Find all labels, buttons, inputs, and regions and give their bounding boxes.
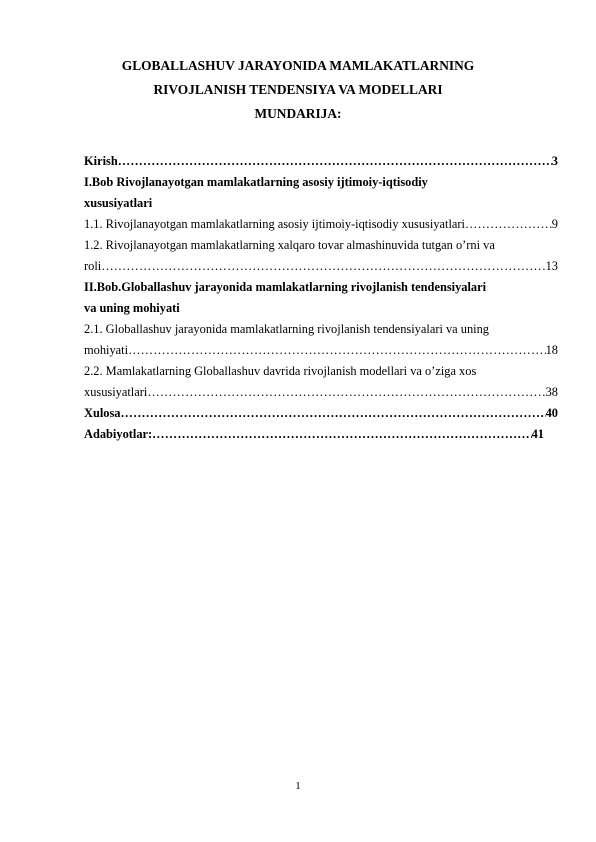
toc-leader-dots: [118, 151, 552, 172]
toc-leader-dots: [152, 424, 531, 445]
toc-page-number: 38: [545, 385, 558, 399]
toc-entry-xulosa: [84, 403, 558, 424]
toc-entry-text: roli: [84, 259, 102, 273]
toc-entry-text: Xulosa: [84, 406, 121, 420]
toc-entry-text: xususiyatlari: [84, 385, 148, 399]
toc-leader-dots: [101, 256, 545, 277]
toc-entry-text: 1.1. Rivojlanayotgan mamlakatlarning asosiy ijtimoiy-iqtisodiy xususiyatlari: [84, 217, 465, 231]
toc-entry-kirish: [84, 151, 558, 172]
toc-leader-dots: [121, 403, 546, 424]
toc-page-number: 9: [551, 217, 558, 231]
page-number: 1: [295, 780, 301, 792]
toc-chapter-2-line-2: va uning mohiyati: [84, 301, 180, 315]
toc-entry-text: Adabiyotlar:: [84, 427, 153, 441]
document-title-line-1: GLOBALLASHUV JARAYONIDA MAMLAKATLARNING: [121, 58, 475, 73]
toc-leader-dots: [128, 340, 546, 361]
toc-page-number: 40: [545, 406, 558, 420]
table-of-contents: [84, 151, 558, 445]
toc-chapter-2-line-1: II.Bob.Globallashuv jarayonida mamlakatlarning rivojlanish tendensiyalari: [84, 280, 487, 294]
toc-leader-dots: [465, 214, 552, 235]
toc-entry-2-1: [84, 340, 558, 361]
toc-entry-2-1-line-1: 2.1. Globallashuv jarayonida mamlakatlarning rivojlanish tendensiyalari va uning: [84, 322, 490, 336]
toc-entry-2-2: [84, 382, 558, 403]
toc-entry-text: Kirish: [84, 154, 118, 168]
toc-heading: MUNDARIJA:: [254, 106, 342, 121]
toc-entry-1-1: [84, 214, 558, 235]
toc-entry-1-2: [84, 256, 558, 277]
toc-leader-dots: [147, 382, 545, 403]
document-title-line-2: RIVOJLANISH TENDENSIYA VA MODELLARI: [153, 82, 443, 97]
toc-page-number: 18: [545, 343, 558, 357]
toc-page-number: 13: [545, 259, 558, 273]
toc-entry-2-2-line-1: 2.2. Mamlakatlarning Globallashuv davrida rivojlanish modellari va o’ziga xos: [84, 364, 477, 378]
toc-page-number: 3: [551, 154, 558, 168]
toc-chapter-1-line-1: I.Bob Rivojlanayotgan mamlakatlarning asosiy ijtimoiy-iqtisodiy: [84, 175, 428, 189]
toc-entry-text: mohiyati: [84, 343, 129, 357]
toc-chapter-1-line-2: xususiyatlari: [84, 196, 153, 210]
toc-entry-adabiyotlar: [84, 424, 544, 445]
toc-page-number: 41: [531, 427, 544, 441]
toc-entry-1-2-line-1: 1.2. Rivojlanayotgan mamlakatlarning xalqaro tovar almashinuvida tutgan o’rni va: [84, 238, 495, 252]
